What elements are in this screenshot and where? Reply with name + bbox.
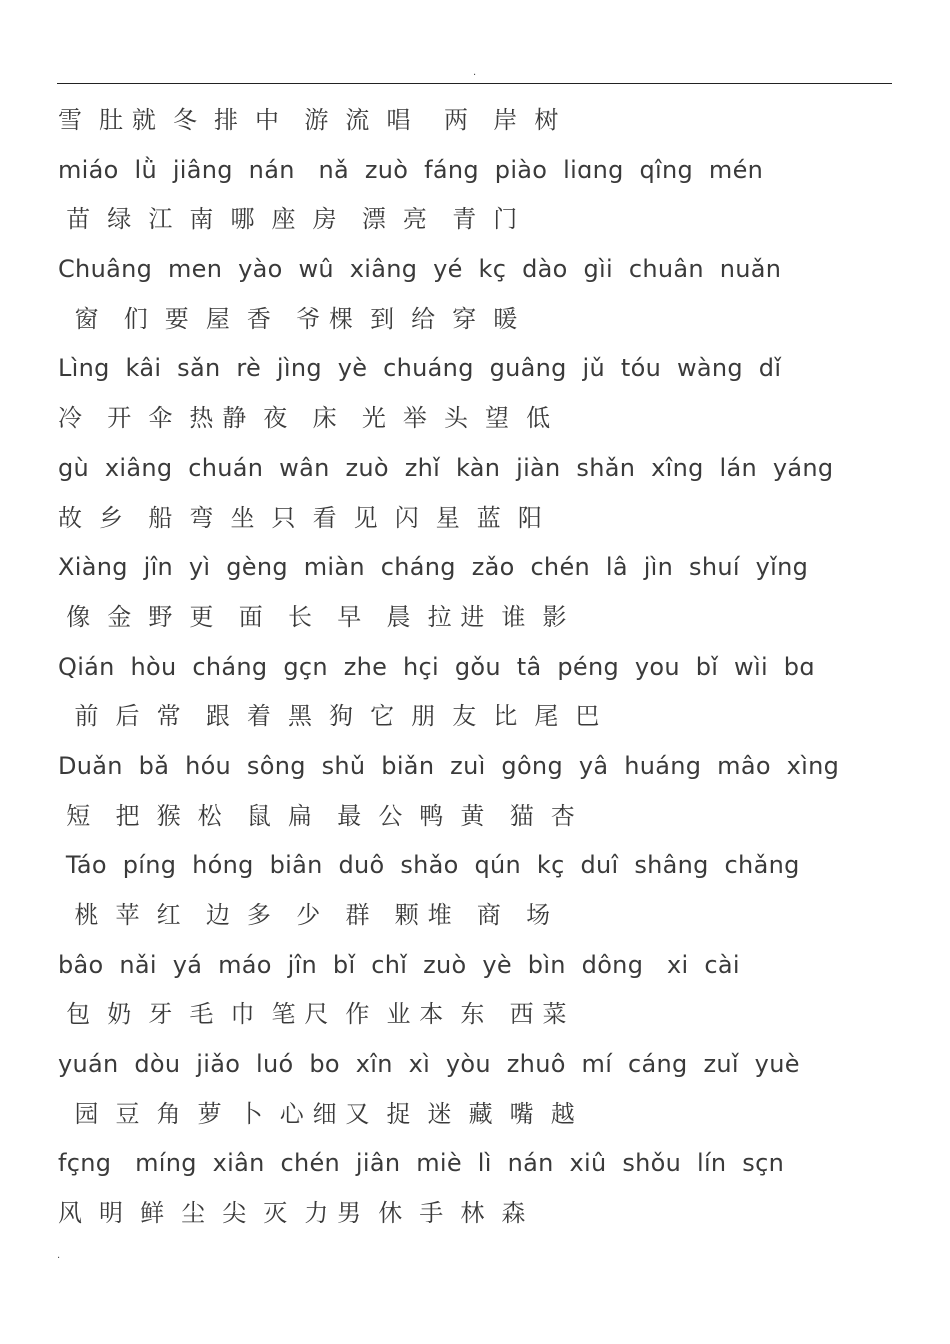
pinyin-line: Táo píng hóng biân duô shǎo qún kç duî shâng chǎng [58, 851, 800, 880]
pinyin-line: fçng míng xiân chén jiân miè lì nán xiû shǒu lín sçn [58, 1149, 785, 1178]
hanzi-line: 前 后 常 跟 着 黑 狗 它 朋 友 比 尾 巴 [58, 702, 600, 731]
pinyin-line: Xiàng jîn yì gèng miàn cháng zǎo chén lâ jìn shuí yǐng [58, 553, 809, 582]
header-rule [57, 83, 892, 84]
pinyin-line: bâo nǎi yá máo jîn bǐ chǐ zuò yè bìn dông xi cài [58, 950, 740, 979]
hanzi-line: 雪 肚 就 冬 排 中 游 流 唱 两 岸 树 [58, 106, 559, 134]
hanzi-line: 故 乡 船 弯 坐 只 看 见 闪 星 蓝 阳 [58, 503, 543, 532]
pinyin-line: gù xiâng chuán wân zuò zhǐ kàn jiàn shǎn xîng lán yáng [58, 453, 834, 482]
hanzi-line: 像 金 野 更 面 长 早 晨 拉 进 谁 影 [58, 602, 568, 631]
pinyin-line: Chuâng men yào wû xiâng yé kç dào gìi chuân nuǎn [58, 255, 782, 284]
pinyin-line: yuán dòu jiǎo luó bo xîn xì yòu zhuô mí cáng zuǐ yuè [58, 1050, 800, 1079]
pinyin-line: Qián hòu cháng gçn zhe hçi gǒu tâ péng you bǐ wìi bɑ [58, 652, 815, 681]
hanzi-line: 风 明 鲜 尘 尖 灭 力 男 休 手 林 森 [58, 1199, 527, 1228]
hanzi-line: 园 豆 角 萝 卜 心 细 又 捉 迷 藏 嘴 越 [58, 1099, 576, 1128]
vocabulary-lines [58, 103, 918, 1246]
hanzi-line: 冷 开 伞 热 静 夜 床 光 举 头 望 低 [58, 404, 551, 433]
hanzi-line: 桃 苹 红 边 多 少 群 颗 堆 商 场 [58, 901, 551, 929]
pinyin-line: miáo lǜ jiâng nán nǎ zuò fáng piào liɑng qîng mén [58, 155, 764, 184]
pinyin-line: Lìng kâi sǎn rè jìng yè chuáng guâng jǔ tóu wàng dǐ [58, 354, 782, 383]
hanzi-line: 短 把 猴 松 鼠 扁 最 公 鸭 黄 猫 杏 [58, 801, 576, 830]
hanzi-line: 包 奶 牙 毛 巾 笔 尺 作 业 本 东 西 菜 [58, 1000, 568, 1029]
hanzi-line: 窗 们 要 屋 香 爷 棵 到 给 穿 暖 [58, 304, 518, 333]
header-mark: . [473, 67, 477, 78]
footer-mark: . [57, 1250, 61, 1261]
pinyin-line: Duǎn bǎ hóu sông shǔ biǎn zuì gông yâ huáng mâo xìng [58, 751, 840, 780]
hanzi-line: 苗 绿 江 南 哪 座 房 漂 亮 青 门 [58, 205, 518, 234]
